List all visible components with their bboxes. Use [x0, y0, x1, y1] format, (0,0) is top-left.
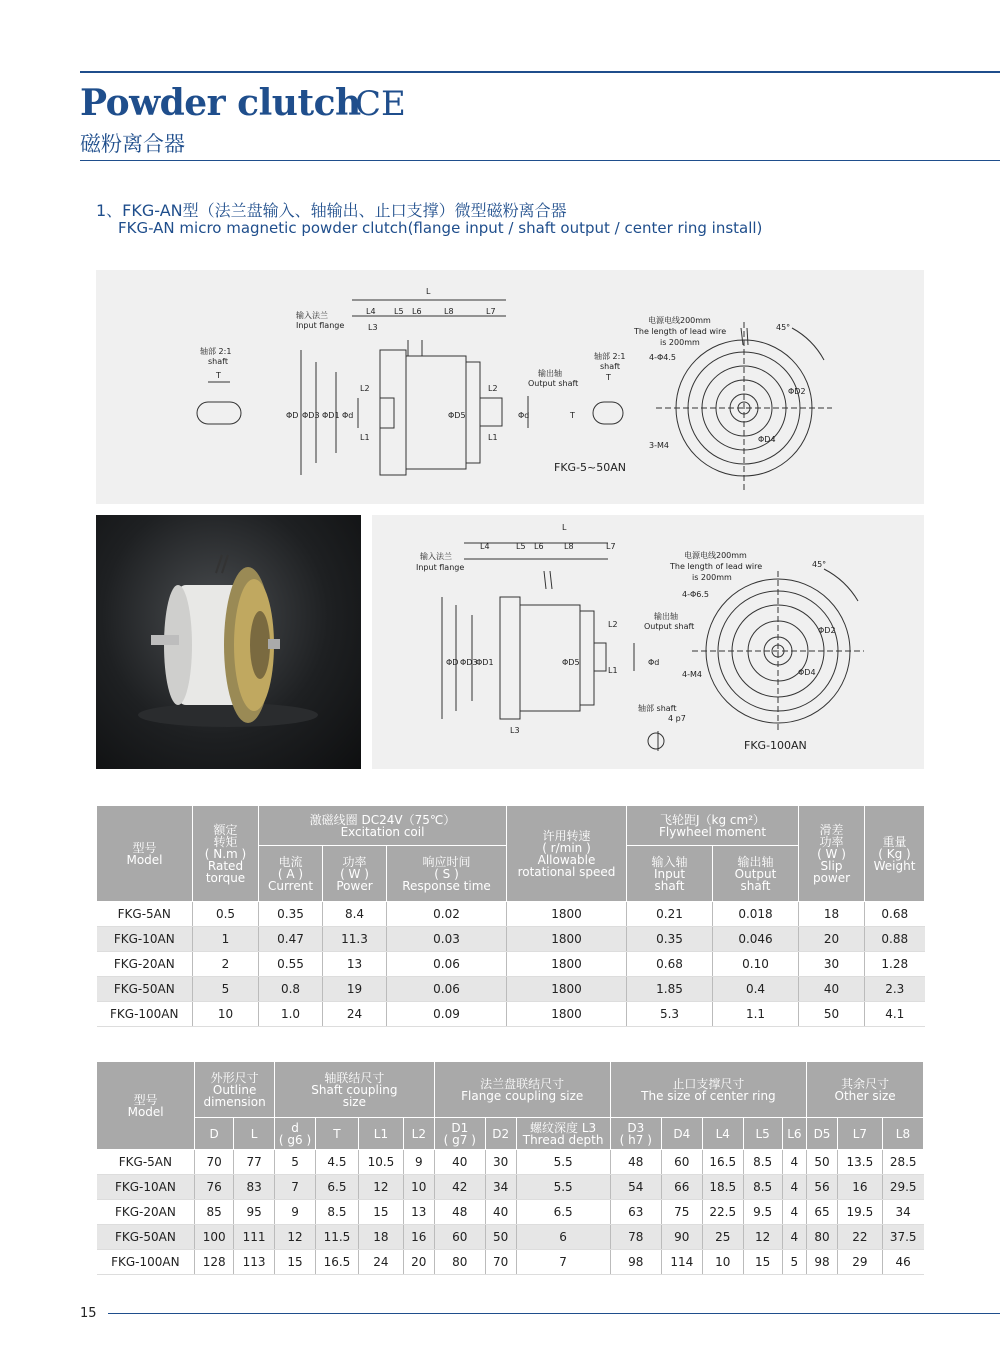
lead-wire-label-cn: 电源电线200mm: [648, 316, 711, 325]
table-row: [97, 902, 925, 927]
value-cell: 5: [275, 1150, 316, 1175]
value-cell: 1.0: [259, 1002, 323, 1027]
value-cell: 22: [837, 1225, 882, 1250]
value-cell: 4.5: [315, 1150, 358, 1175]
value-cell: 80: [434, 1250, 485, 1275]
thread-holes: 3-M4: [649, 441, 669, 450]
th2-shaft: 轴联结尺寸 Shaft coupling size: [275, 1062, 435, 1118]
value-cell: 2: [193, 952, 259, 977]
lead-wire2-label-cn: 电源电线200mm: [684, 551, 747, 560]
th2-D2: D2: [485, 1118, 516, 1150]
value-cell: 9: [275, 1200, 316, 1225]
dim-L1-right: L1: [488, 433, 498, 442]
value-cell: 10: [403, 1175, 434, 1200]
product-photo: [96, 515, 361, 769]
value-cell: 18.5: [702, 1175, 743, 1200]
dim2-L2: L2: [608, 620, 618, 629]
input-flange-label-cn: 输入法兰: [296, 311, 328, 320]
output-shaft2-label-en: Output shaft: [644, 622, 695, 631]
value-cell: 0.10: [713, 952, 799, 977]
value-cell: 13.5: [837, 1150, 882, 1175]
th-speed: 许用转速 ( r/min ) Allowable rotational speed: [507, 806, 627, 902]
drawing-panel-5-50an: [96, 270, 924, 504]
value-cell: 15: [743, 1250, 782, 1275]
dimension-table: [96, 1061, 924, 1275]
value-cell: 98: [807, 1250, 838, 1275]
th2-outline: 外形尺寸 Outline dimension: [195, 1062, 275, 1118]
dim2-L5: L5: [516, 542, 526, 551]
th2-D4: D4: [661, 1118, 702, 1150]
value-cell: 34: [882, 1200, 923, 1225]
th2-D1: D1 ( g7 ): [434, 1118, 485, 1150]
value-cell: 66: [661, 1175, 702, 1200]
dim-L1-left: L1: [360, 433, 370, 442]
value-cell: 100: [195, 1225, 234, 1250]
value-cell: 48: [610, 1150, 661, 1175]
dim-D3: ΦD3: [302, 411, 320, 420]
table-row: [97, 1150, 924, 1175]
value-cell: 7: [516, 1250, 610, 1275]
value-cell: 95: [234, 1200, 275, 1225]
page-number: 15: [80, 1306, 97, 1321]
value-cell: 90: [661, 1225, 702, 1250]
value-cell: 46: [882, 1250, 923, 1275]
dim-L5: L5: [394, 307, 404, 316]
value-cell: 10.5: [358, 1150, 403, 1175]
shaft-detail-label-cn: 轴部 2:1: [200, 347, 232, 356]
dim2-L4: L4: [480, 542, 490, 551]
lead-wire2-label-en2: is 200mm: [692, 573, 732, 582]
value-cell: 18: [799, 902, 865, 927]
value-cell: 0.046: [713, 927, 799, 952]
value-cell: 0.06: [387, 952, 507, 977]
dim2-D3: ΦD3: [460, 658, 478, 667]
value-cell: 75: [661, 1200, 702, 1225]
table-row: [97, 1200, 924, 1225]
performance-table: [96, 805, 925, 1027]
value-cell: 8.4: [323, 902, 387, 927]
dim-d-left: Φd: [342, 411, 354, 420]
th2-other: 其余尺寸 Other size: [807, 1062, 924, 1118]
dim-T-right: T: [606, 373, 611, 382]
dim-D: ΦD: [286, 411, 299, 420]
page-title: Powder clutch: [80, 82, 361, 124]
value-cell: 25: [702, 1225, 743, 1250]
th2-flange: 法兰盘联结尺寸 Flange coupling size: [434, 1062, 610, 1118]
value-cell: 30: [799, 952, 865, 977]
footer-rule: [108, 1313, 1000, 1314]
input-flange-label-en: Input flange: [296, 321, 345, 330]
th-response: 响应时间 ( S ) Response time: [387, 846, 507, 902]
value-cell: 12: [743, 1225, 782, 1250]
output-shaft-label-cn: 输出轴: [538, 369, 562, 378]
page-subtitle: 磁粉离合器: [80, 132, 185, 156]
th-slip: 滑差 功率 ( W ) Slip power: [799, 806, 865, 902]
value-cell: 1800: [507, 977, 627, 1002]
value-cell: 30: [485, 1150, 516, 1175]
th2-D5: D5: [807, 1118, 838, 1150]
th2-L5: L5: [743, 1118, 782, 1150]
value-cell: 5.5: [516, 1150, 610, 1175]
table-row: [97, 977, 925, 1002]
dim2-L3: L3: [510, 726, 520, 735]
value-cell: 12: [275, 1225, 316, 1250]
value-cell: 1.1: [713, 1002, 799, 1027]
dim2-D4: ΦD4: [798, 668, 816, 677]
table-row: [97, 1175, 924, 1200]
output-shaft-label-en: Output shaft: [528, 379, 579, 388]
th2-model: 型号 Model: [97, 1062, 195, 1150]
dim-L7: L7: [486, 307, 496, 316]
value-cell: 6: [516, 1225, 610, 1250]
value-cell: 50: [807, 1150, 838, 1175]
model-cell: FKG-10AN: [97, 927, 193, 952]
dim-L2-left: L2: [360, 384, 370, 393]
th2-L: L: [234, 1118, 275, 1150]
value-cell: 11.5: [315, 1225, 358, 1250]
value-cell: 13: [403, 1200, 434, 1225]
value-cell: 4.1: [865, 1002, 925, 1027]
value-cell: 11.3: [323, 927, 387, 952]
value-cell: 18: [358, 1225, 403, 1250]
thread-holes2: 4-M4: [682, 670, 702, 679]
value-cell: 1800: [507, 902, 627, 927]
value-cell: 29.5: [882, 1175, 923, 1200]
dim2-L1: L1: [608, 666, 618, 675]
top-rule: [80, 71, 1000, 73]
table-row: [97, 1225, 924, 1250]
model-cell: FKG-50AN: [97, 977, 193, 1002]
mounting-holes2: 4-Φ6.5: [682, 590, 709, 599]
value-cell: 40: [434, 1150, 485, 1175]
th2-L4: L4: [702, 1118, 743, 1150]
value-cell: 5.3: [627, 1002, 713, 1027]
value-cell: 2.3: [865, 977, 925, 1002]
value-cell: 34: [485, 1175, 516, 1200]
dim2-L6: L6: [534, 542, 544, 551]
table-row: [97, 1250, 924, 1275]
value-cell: 10: [193, 1002, 259, 1027]
value-cell: 0.03: [387, 927, 507, 952]
shaft-right-label-cn: 轴部 2:1: [594, 352, 626, 361]
value-cell: 83: [234, 1175, 275, 1200]
input-flange2-label-cn: 输入法兰: [420, 552, 452, 561]
value-cell: 40: [485, 1200, 516, 1225]
value-cell: 7: [275, 1175, 316, 1200]
clutch-photo-illustration: [96, 515, 361, 769]
drawing-label-100an: FKG-100AN: [744, 739, 807, 752]
lead-wire2-label-en1: The length of lead wire: [670, 562, 763, 571]
value-cell: 1.85: [627, 977, 713, 1002]
value-cell: 16: [837, 1175, 882, 1200]
value-cell: 1800: [507, 1002, 627, 1027]
dim2-L: L: [562, 523, 567, 532]
dim2-L8: L8: [564, 542, 574, 551]
dim-L3: L3: [368, 323, 378, 332]
th-flywheel: 飞轮距J（kg cm²） Flywheel moment: [627, 806, 799, 846]
th2-T: T: [315, 1118, 358, 1150]
dimension-table-body: [97, 1150, 924, 1275]
dim2-L7: L7: [606, 542, 616, 551]
drawing-100an: [372, 515, 924, 769]
shaft-key-label: 轴部 shaft: [638, 704, 677, 713]
value-cell: 20: [799, 927, 865, 952]
value-cell: 37.5: [882, 1225, 923, 1250]
dim-D4: ΦD4: [758, 435, 776, 444]
value-cell: 98: [610, 1250, 661, 1275]
key-fit-label: 4 p7: [668, 714, 686, 723]
shaft-detail-label-en: shaft: [208, 357, 228, 366]
th2-L6: L6: [782, 1118, 807, 1150]
drawing-5-50an: [96, 270, 924, 504]
value-cell: 1: [193, 927, 259, 952]
value-cell: 24: [323, 1002, 387, 1027]
mounting-holes: 4-Φ4.5: [649, 353, 676, 362]
model-cell: FKG-50AN: [97, 1225, 195, 1250]
value-cell: 16: [403, 1225, 434, 1250]
model-cell: FKG-5AN: [97, 902, 193, 927]
th-coil: 激磁线圈 DC24V（75℃） Excitation coil: [259, 806, 507, 846]
value-cell: 8.5: [743, 1150, 782, 1175]
dim-T-right-side: T: [570, 411, 575, 420]
value-cell: 20: [403, 1250, 434, 1275]
value-cell: 0.02: [387, 902, 507, 927]
value-cell: 78: [610, 1225, 661, 1250]
value-cell: 114: [661, 1250, 702, 1275]
value-cell: 54: [610, 1175, 661, 1200]
value-cell: 65: [807, 1200, 838, 1225]
dim-D1: ΦD1: [322, 411, 340, 420]
value-cell: 70: [195, 1150, 234, 1175]
value-cell: 0.68: [627, 952, 713, 977]
header-rule: [80, 160, 1000, 161]
value-cell: 4: [782, 1225, 807, 1250]
output-shaft2-label-cn: 输出轴: [654, 612, 678, 621]
value-cell: 28.5: [882, 1150, 923, 1175]
value-cell: 0.88: [865, 927, 925, 952]
table-row: [97, 952, 925, 977]
value-cell: 1800: [507, 927, 627, 952]
shaft-right-label-en: shaft: [600, 362, 620, 371]
value-cell: 0.5: [193, 902, 259, 927]
value-cell: 9.5: [743, 1200, 782, 1225]
value-cell: 50: [799, 1002, 865, 1027]
value-cell: 85: [195, 1200, 234, 1225]
value-cell: 6.5: [516, 1200, 610, 1225]
value-cell: 0.06: [387, 977, 507, 1002]
dim-d-right: Φd: [518, 411, 530, 420]
th2-D: D: [195, 1118, 234, 1150]
th2-L8: L8: [882, 1118, 923, 1150]
th-output-shaft: 输出轴 Output shaft: [713, 846, 799, 902]
section-title-cn: 1、FKG-AN型（法兰盘输入、轴输出、止口支撑）微型磁粉离合器: [96, 201, 567, 220]
dim-L: L: [426, 287, 431, 296]
value-cell: 0.35: [627, 927, 713, 952]
value-cell: 16.5: [315, 1250, 358, 1275]
value-cell: 13: [323, 952, 387, 977]
value-cell: 0.35: [259, 902, 323, 927]
value-cell: 80: [807, 1225, 838, 1250]
model-cell: FKG-20AN: [97, 1200, 195, 1225]
dim2-D2: ΦD2: [818, 626, 836, 635]
angle2-label: 45°: [812, 560, 827, 569]
model-cell: FKG-20AN: [97, 952, 193, 977]
section-title-en: FKG-AN micro magnetic powder clutch(flange input / shaft output / center ring install): [118, 219, 763, 237]
value-cell: 5: [782, 1250, 807, 1275]
value-cell: 0.68: [865, 902, 925, 927]
drawing-label-5-50an: FKG-5~50AN: [554, 461, 626, 474]
value-cell: 0.21: [627, 902, 713, 927]
table-row: [97, 1002, 925, 1027]
value-cell: 48: [434, 1200, 485, 1225]
value-cell: 15: [275, 1250, 316, 1275]
value-cell: 12: [358, 1175, 403, 1200]
th2-L1: L1: [358, 1118, 403, 1150]
value-cell: 128: [195, 1250, 234, 1275]
drawing-panel-100an: [372, 515, 924, 769]
th-model: 型号 Model: [97, 806, 193, 902]
value-cell: 42: [434, 1175, 485, 1200]
value-cell: 50: [485, 1225, 516, 1250]
value-cell: 15: [358, 1200, 403, 1225]
th-power: 功率 ( W ) Power: [323, 846, 387, 902]
dim-T-left: T: [216, 371, 221, 380]
input-flange2-label-en: Input flange: [416, 563, 465, 572]
angle-label: 45°: [776, 323, 791, 332]
value-cell: 0.4: [713, 977, 799, 1002]
value-cell: 19: [323, 977, 387, 1002]
value-cell: 40: [799, 977, 865, 1002]
value-cell: 0.018: [713, 902, 799, 927]
th-input-shaft: 输入轴 Input shaft: [627, 846, 713, 902]
ce-mark: CE: [355, 84, 406, 124]
value-cell: 6.5: [315, 1175, 358, 1200]
value-cell: 10: [702, 1250, 743, 1275]
dim-L6: L6: [412, 307, 422, 316]
dim2-D5: ΦD5: [562, 658, 580, 667]
performance-table-body: [97, 902, 925, 1027]
value-cell: 1800: [507, 952, 627, 977]
value-cell: 111: [234, 1225, 275, 1250]
value-cell: 9: [403, 1150, 434, 1175]
value-cell: 29: [837, 1250, 882, 1275]
value-cell: 0.8: [259, 977, 323, 1002]
value-cell: 60: [434, 1225, 485, 1250]
lead-wire-label-en2: is 200mm: [660, 338, 700, 347]
model-cell: FKG-100AN: [97, 1250, 195, 1275]
value-cell: 77: [234, 1150, 275, 1175]
value-cell: 0.47: [259, 927, 323, 952]
dim-L8: L8: [444, 307, 454, 316]
value-cell: 1.28: [865, 952, 925, 977]
value-cell: 5.5: [516, 1175, 610, 1200]
value-cell: 76: [195, 1175, 234, 1200]
value-cell: 4: [782, 1175, 807, 1200]
dim-L2-right: L2: [488, 384, 498, 393]
lead-wire-label-en1: The length of lead wire: [634, 327, 727, 336]
table-row: [97, 927, 925, 952]
th2-d: d ( g6 ): [275, 1118, 316, 1150]
value-cell: 24: [358, 1250, 403, 1275]
value-cell: 4: [782, 1200, 807, 1225]
dim-D2: ΦD2: [788, 387, 806, 396]
value-cell: 60: [661, 1150, 702, 1175]
value-cell: 19.5: [837, 1200, 882, 1225]
th-torque: 额定 转矩 ( N.m ) Rated torque: [193, 806, 259, 902]
value-cell: 63: [610, 1200, 661, 1225]
value-cell: 113: [234, 1250, 275, 1275]
dim-L4: L4: [366, 307, 376, 316]
th2-D3: D3 ( h7 ): [610, 1118, 661, 1150]
value-cell: 0.55: [259, 952, 323, 977]
th2-ring: 止口支撑尺寸 The size of center ring: [610, 1062, 806, 1118]
value-cell: 4: [782, 1150, 807, 1175]
th2-L7: L7: [837, 1118, 882, 1150]
th2-L2: L2: [403, 1118, 434, 1150]
th-current: 电流 ( A ) Current: [259, 846, 323, 902]
value-cell: 70: [485, 1250, 516, 1275]
dim-D5: ΦD5: [448, 411, 466, 420]
model-cell: FKG-100AN: [97, 1002, 193, 1027]
th2-L3: 螺纹深度 L3 Thread depth: [516, 1118, 610, 1150]
value-cell: 22.5: [702, 1200, 743, 1225]
value-cell: 5: [193, 977, 259, 1002]
value-cell: 56: [807, 1175, 838, 1200]
value-cell: 8.5: [315, 1200, 358, 1225]
dim2-D1: ΦD1: [476, 658, 494, 667]
value-cell: 0.09: [387, 1002, 507, 1027]
model-cell: FKG-10AN: [97, 1175, 195, 1200]
value-cell: 8.5: [743, 1175, 782, 1200]
dim2-D: ΦD: [446, 658, 459, 667]
value-cell: 16.5: [702, 1150, 743, 1175]
th-weight: 重量 ( Kg ) Weight: [865, 806, 925, 902]
model-cell: FKG-5AN: [97, 1150, 195, 1175]
dim2-d: Φd: [648, 658, 660, 667]
